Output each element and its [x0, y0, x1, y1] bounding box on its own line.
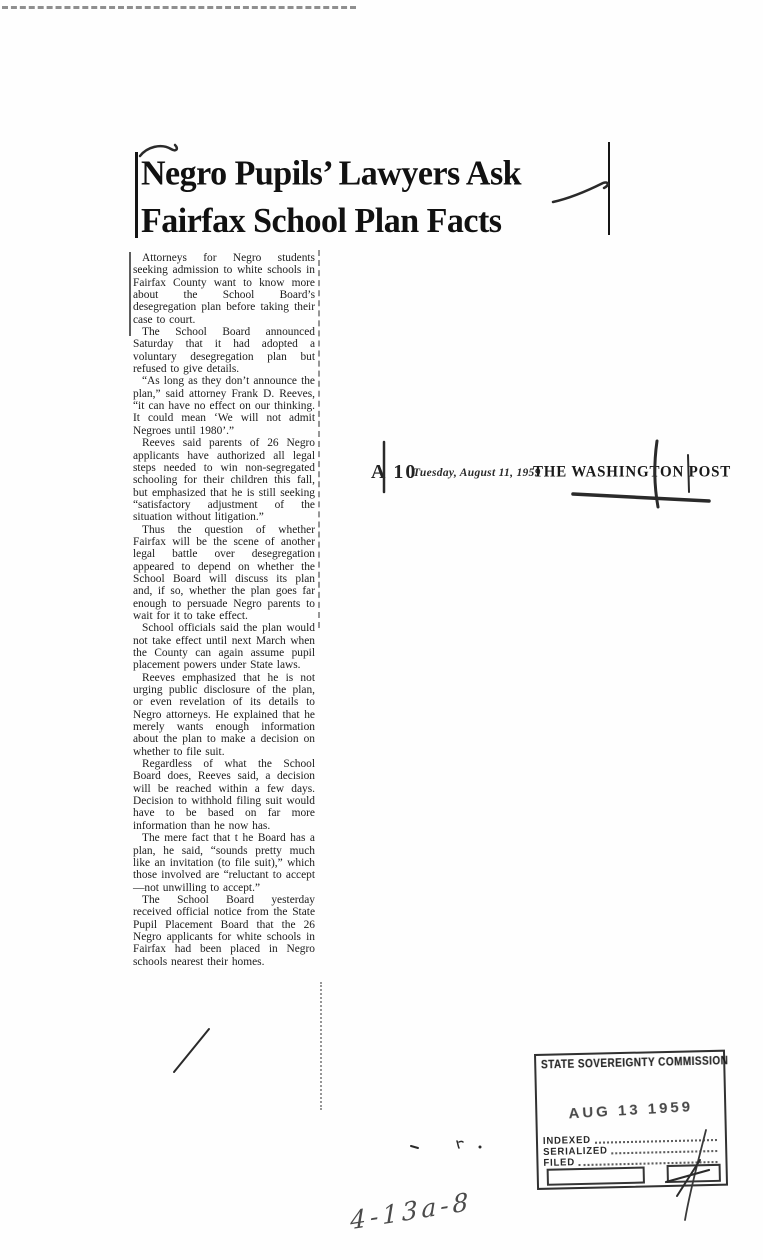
article-paragraph: “As long as they don’t announce the plan,” said attorney Frank D. Reeves, “it can have no effect on our thinking. It could mean ‘We will not admit Negroes until 1980’.” [133, 375, 315, 437]
stamp-blank-box-right [667, 1164, 721, 1183]
newspaper-name: THE WASHINGTON POST [533, 464, 732, 481]
article-paragraph: Reeves emphasized that he is not urging public disclosure of the plan, or even revelation of its details to Negro attorneys. He explained that he merely wants enough information about the plan to make a decision on whether to file suit. [133, 671, 315, 758]
headline-line-2: Fairfax School Plan Facts [141, 202, 502, 241]
sovereignty-commission-stamp [534, 1050, 728, 1190]
stamp-field-label: INDEXED [542, 1134, 591, 1148]
headline-line-1: Negro Pupils’ Lawyers Ask [141, 154, 522, 193]
article-paragraph: School officials said the plan would not take effect until next March when the County can again assume pupil placement powers under State laws. [133, 622, 315, 672]
pen-slash-in-last-paragraph [174, 1029, 209, 1072]
torn-edge-dashes [2, 6, 356, 9]
issue-date: Tuesday, August 11, 1959 [413, 467, 541, 479]
ink-speck-2 [457, 1141, 463, 1148]
article-paragraph: Reeves said parents of 26 Negro applicants have authorized all legal steps needed to win non-segregated schooling for their children this fall, but emphasized that he is still seeking “satisfactory adjustment of the situation without litigation.” [133, 437, 315, 524]
ink-speck-3 [479, 1146, 482, 1149]
article-paragraph: The mere fact that t he Board has a plan, he said, “sounds pretty much like an invitation (to file suit),” which those involved are “reluctant to accept—not unwilling to accept.” [133, 832, 315, 894]
article-paragraph: Regardless of what the School Board does, Reeves said, a decision will be reached within a few days. Decision to withhold filing suit would have to be based on far more information than he now has. [133, 758, 315, 832]
stamp-checklist [543, 1132, 718, 1169]
column-edge-line-right-lower [320, 982, 322, 1110]
ink-speck-1 [411, 1146, 418, 1148]
column-edge-line-left [129, 252, 131, 336]
article-paragraph: The School Board announced Saturday that it had adopted a voluntary desegregation plan but refused to give details. [133, 326, 315, 376]
stamp-field-label: SERIALIZED [543, 1145, 608, 1159]
stamp-blank-box-left [547, 1167, 645, 1186]
stamp-agency-name: STATE SOVEREIGNTY COMMISSION [540, 1053, 729, 1072]
article-headline [141, 150, 621, 246]
stamp-received-date: AUG 13 1959 [568, 1098, 694, 1123]
article-body-column [133, 252, 315, 968]
underline-below-masthead [573, 494, 709, 501]
article-paragraph: Thus the question of whether Fairfax will be the scene of another legal battle over desegregation appeared to depend on whether the School Board will discuss its plan and, if so, whether the plan goes far enough to persuade Negro parents to wait for it to take effect. [133, 523, 315, 622]
page-number: A 10 [371, 461, 418, 483]
article-paragraph: The School Board yesterday received official notice from the State Pupil Placement Board that the 26 Negro applicants for white schools in Fairfax had been placed in Negro schools nearest their homes. [133, 893, 315, 968]
article-paragraph: Attorneys for Negro students seeking admission to white schools in Fairfax County want to know more about the School Board’s desegregation plan before taking their case to court. [133, 252, 315, 326]
stamp-field-label: FILED [543, 1156, 576, 1170]
handwritten-catalog-number: 4-13a-8 [350, 1186, 473, 1236]
column-edge-line-right-upper [318, 250, 320, 628]
clipping-edge-bar-left [135, 152, 138, 238]
